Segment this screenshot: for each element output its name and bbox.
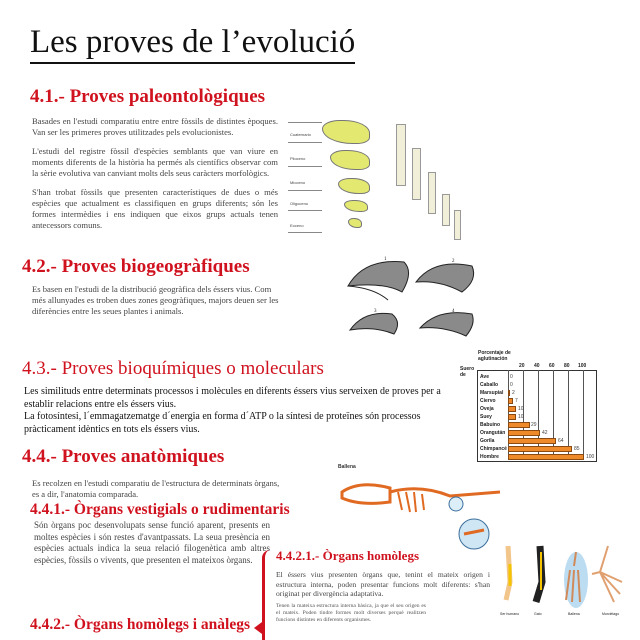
chart-bar — [508, 422, 530, 428]
brace-tip-icon — [254, 622, 262, 634]
svg-text:4: 4 — [452, 309, 455, 314]
whale-skeleton-figure — [330, 462, 510, 552]
limb-label: Murciélago — [602, 612, 620, 616]
svg-text:1: 1 — [384, 257, 387, 262]
era-label: Mioceno — [290, 180, 306, 185]
chart-bar — [508, 414, 516, 420]
bioquim-paragraph-1: Les similituds entre determinats processos i molècules en diferents éssers vius serveixen de proves per a establir relacions entre els éssers vius. — [24, 386, 441, 410]
chart-category: Ave — [480, 374, 489, 380]
horse-leg-icon — [442, 194, 450, 226]
horse-evolution-figure — [286, 110, 476, 245]
x-tick: 60 — [549, 363, 555, 369]
era-label: Eoceno — [290, 223, 304, 228]
paleo-text — [32, 116, 278, 231]
heading-bioquim: 4.3.- Proves bioquímiques o moleculars — [22, 358, 324, 379]
page-title: Les proves de l’evolució — [30, 24, 355, 64]
chart-category: Suey — [480, 414, 492, 420]
chart-value: 10 — [518, 406, 524, 412]
chart-value: 29 — [531, 422, 537, 428]
limb-label: Ballena — [568, 612, 580, 616]
chart-bar — [508, 390, 510, 396]
chart-ylabel: Suero de — [460, 366, 475, 378]
chart-category: Oveja — [480, 406, 494, 412]
chart-value: 42 — [542, 430, 548, 436]
x-tick: 80 — [564, 363, 570, 369]
limb-label: Ser humano — [500, 612, 520, 616]
chart-category: Orangután — [480, 430, 506, 436]
horse-leg-icon — [428, 172, 436, 214]
chart-bar — [508, 406, 516, 412]
chart-category: Marsupial — [480, 390, 504, 396]
heading-biogeo: 4.2.- Proves biogeogràfiques — [22, 256, 250, 277]
heading-homolegs-analegs: 4.4.2.- Òrgans homòlegs i anàlegs — [30, 616, 251, 633]
horse-skull-icon — [348, 218, 362, 228]
heading-homolegs: 4.4.2.1.- Òrgans homòlegs — [276, 548, 419, 563]
chart-bar — [508, 398, 513, 404]
x-tick: 40 — [534, 363, 540, 369]
chart-value: 7 — [515, 398, 518, 404]
chart-bar — [508, 454, 584, 460]
chart-category: Gorila — [480, 438, 495, 444]
paleo-paragraph-3: S'han trobat fòssils que presenten característiques de dues o més espècies que actualment es classifiquen en grups diferents; són les formes intermèdies i ens indiquen que eixos grups actuals tenen antecessors comuns. — [32, 187, 278, 230]
horse-leg-icon — [454, 210, 461, 240]
horse-leg-icon — [396, 124, 406, 186]
x-tick: 20 — [519, 363, 525, 369]
darwin-finches-figure — [344, 252, 484, 347]
section-brace — [262, 550, 271, 640]
horse-leg-icon — [412, 148, 421, 200]
homolegs-text — [276, 570, 490, 624]
heading-paleo: 4.1.- Proves paleontològiques — [30, 86, 266, 107]
chart-value: 0 — [510, 382, 513, 388]
chart-category: Hombre — [480, 454, 499, 460]
bioquim-paragraph-2: La fotosíntesi, l´emmagatzematge d´energia en forma d´ATP o la síntesi de proteïnes són processos pràcticament idèntics en tots els éssers vius. — [24, 411, 421, 435]
horse-skull-icon — [322, 120, 370, 144]
biogeo-paragraph: Es basen en l'estudi de la distribució geogràfica dels éssers vius. Com més allunyades es troben dues zones geogràfiques, majors deuen ser les diferències entre les seues plantes i animals. — [32, 284, 279, 316]
whale-label: Ballena — [338, 464, 356, 470]
homolegs-paragraph: El éssers vius presenten òrgans que, tenint el mateix origen i estructura interna, poden presentar funcions molt diferents: s'han originat per divergència adaptativa. — [276, 570, 490, 598]
limb-label: Gato — [534, 612, 542, 616]
paleo-paragraph-1: Basades en l'estudi comparatiu entre entre fòssils de distintes èpoques. Van ser les primeres proves utilitzades pels evolucionistes. — [32, 116, 278, 137]
chart-value: 0 — [510, 374, 513, 380]
chart-title: Porcentaje de aglutinación — [478, 350, 511, 362]
homologous-limbs-figure — [496, 542, 626, 622]
vestigial-text — [34, 520, 270, 566]
anatom-text — [32, 478, 280, 500]
heading-vestigial: 4.4.1.- Òrgans vestigials o rudimentaris — [30, 501, 290, 518]
homolegs-paragraph-small: Tenen la mateixa estructura interna bàsica, ja que el seu origen es el mateix. Poden tindre formes molt diverses perquè realitzen funcions distintes en diferents organismes. — [276, 602, 426, 623]
era-label: Oligoceno — [290, 201, 309, 206]
agglutination-chart — [460, 348, 636, 464]
horse-skull-icon — [344, 200, 368, 212]
era-label: Plioceno — [290, 156, 306, 161]
chart-value: 64 — [558, 438, 564, 444]
paleo-paragraph-2: L'estudi del registre fòssil d'espècies semblants que van viure en moments diferents de la història ha permés als científics observar com la sèrie evolutiva van canviant molts dels seus caràcters morfològics. — [32, 146, 278, 178]
chart-category: Babuino — [480, 422, 500, 428]
horse-skull-icon — [330, 150, 370, 170]
chart-bar — [508, 446, 572, 452]
chart-category: Chimpancé — [480, 446, 507, 452]
x-tick: 100 — [578, 363, 587, 369]
svg-text:2: 2 — [452, 259, 455, 264]
vestigial-paragraph: Són òrgans poc desenvolupats sense funció aparent, presents en moltes espècies i són restes d'avantpassats. La seua presència en espècies actuals indica la seua relació filogenètica amb altres espècies, fòssils o vivents, que presenten el mateixos òrgans. — [34, 520, 270, 565]
chart-value: 100 — [586, 454, 595, 460]
svg-text:3: 3 — [374, 309, 377, 314]
horse-skull-icon — [338, 178, 370, 194]
chart-value: 10 — [518, 414, 524, 420]
chart-value: 2 — [512, 390, 515, 396]
chart-bar — [508, 438, 556, 444]
biogeo-text — [32, 284, 284, 317]
era-label: Cuaternario — [290, 132, 311, 137]
anatom-paragraph: Es recolzen en l'estudi comparatiu de l'estructura de determinats òrgans, es a dir, l'anatomia comparada. — [32, 478, 280, 499]
bioquim-text — [24, 386, 444, 436]
chart-category: Ciervo — [480, 398, 496, 404]
chart-bar — [508, 430, 540, 436]
chart-value: 85 — [574, 446, 580, 452]
chart-category: Caballo — [480, 382, 499, 388]
heading-anatom: 4.4.- Proves anatòmiques — [22, 446, 225, 467]
